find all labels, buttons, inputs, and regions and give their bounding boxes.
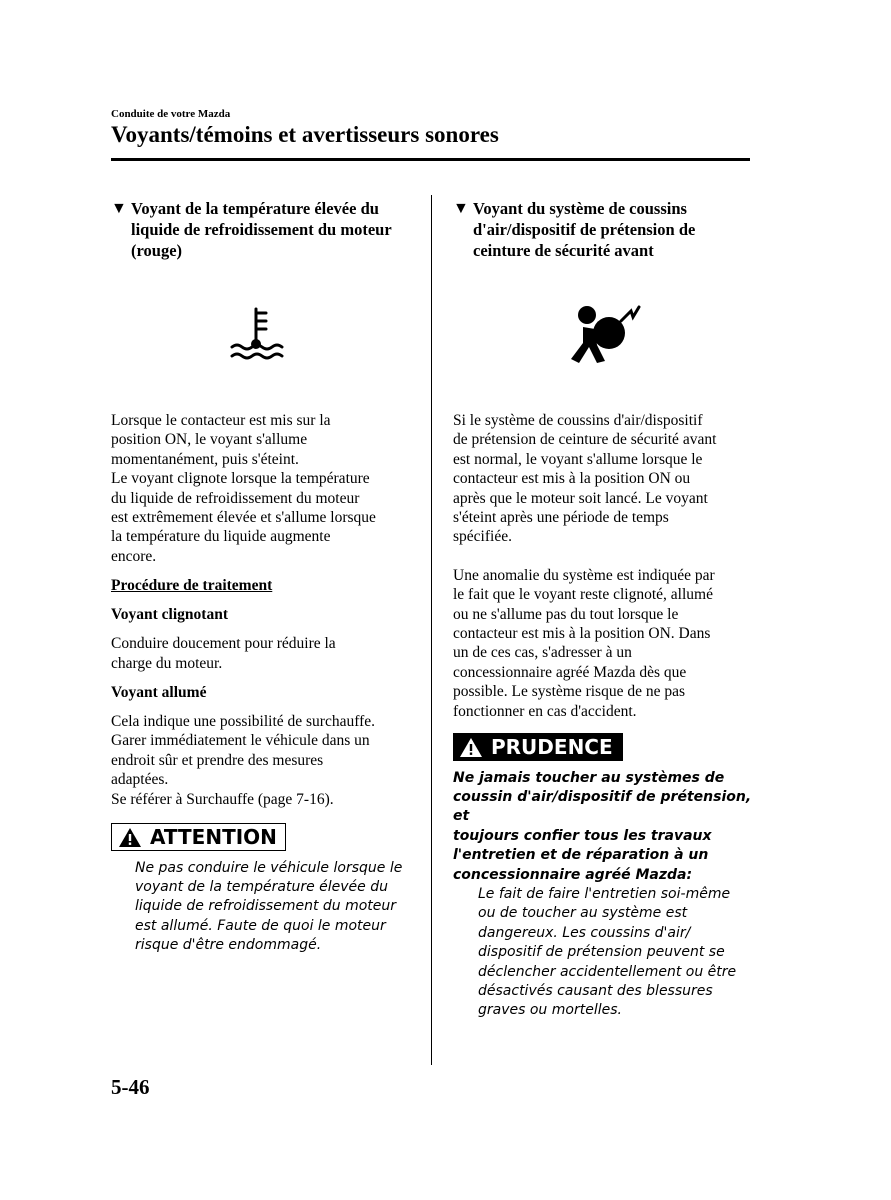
text-line: Si le système de coussins d'air/dispositif	[453, 412, 703, 429]
prudence-label: PRUDENCE	[491, 735, 613, 760]
flashing-subheading: Voyant clignotant	[111, 606, 228, 624]
triangle-bullet-icon: ▼	[453, 200, 469, 217]
text-line: endroit sûr et prendre des mesures	[111, 751, 324, 769]
text-line: ou de toucher au système est	[478, 905, 688, 922]
text-line: position ON, le voyant s'allume	[111, 431, 308, 449]
text-line: toujours confier tous les travaux	[453, 827, 712, 844]
airbag-malfunction-text	[453, 566, 753, 721]
section-label: Conduite de votre Mazda	[111, 108, 231, 120]
text-line: concessionnaire agréé Mazda dès que	[453, 663, 687, 681]
text-line: Le voyant clignote lorsque la température	[111, 470, 370, 488]
attention-label-box	[111, 823, 286, 851]
text-line: Garer immédiatement le véhicule dans un	[111, 732, 370, 750]
text-line: dangereux. Les coussins d'air/	[478, 924, 691, 941]
coolant-heading	[111, 198, 411, 261]
text-line: coussin d'air/dispositif de prétension, et	[453, 789, 752, 825]
attention-label: ATTENTION	[150, 825, 277, 850]
prudence-label-box	[453, 733, 623, 761]
warning-triangle-icon	[459, 737, 483, 758]
airbag-icon-area	[453, 261, 753, 411]
title-rule	[111, 158, 750, 161]
text-line: un de ces cas, s'adresser à un	[453, 644, 632, 662]
text-line: possible. Le système risque de ne pas	[453, 683, 686, 701]
coolant-description	[111, 411, 411, 566]
text-line: Le fait de faire l'entretien soi-même	[478, 886, 731, 903]
flashing-text	[111, 634, 411, 673]
page-number: 5-46	[111, 1075, 150, 1099]
text-line: le fait que le voyant reste clignoté, allumé	[453, 586, 713, 604]
page-title: Voyants/témoins et avertisseurs sonores	[111, 122, 499, 147]
text-line: contacteur est mis à la position ON ou	[453, 470, 691, 488]
text-line: est normal, le voyant s'allume lorsque le	[453, 450, 703, 468]
text-line: après que le moteur soit lancé. Le voyant	[453, 489, 708, 507]
coolant-icon-area	[111, 261, 411, 411]
text-line: Ne pas conduire le véhicule lorsque le	[135, 859, 403, 876]
text-line: dispositif de prétension peuvent se	[478, 944, 725, 961]
column-divider	[431, 195, 432, 1065]
text-line: Ne jamais toucher au systèmes de	[453, 769, 725, 786]
text-line: la température du liquide augmente	[111, 528, 331, 546]
text-line: momentanément, puis s'éteint.	[111, 450, 299, 468]
text-line: Cela indique une possibilité de surchauffe.	[111, 713, 376, 731]
airbag-warning-icon	[565, 299, 645, 369]
text-line: spécifiée.	[453, 528, 512, 546]
text-line: contacteur est mis à la position ON. Dans	[453, 625, 711, 643]
left-column	[111, 198, 411, 956]
text-line: est allumé. Faute de quoi le moteur	[135, 917, 386, 934]
text-line: Une anomalie du système est indiquée par	[453, 566, 715, 584]
text-line: fonctionner en cas d'accident.	[453, 702, 637, 720]
text-line: de prétension de ceinture de sécurité avant	[453, 431, 717, 449]
text-line: l'entretien et de réparation à un	[453, 847, 709, 864]
warning-triangle-icon	[118, 827, 142, 848]
text-line: encore.	[111, 547, 157, 565]
text-line: Se référer à Surchauffe (page 7-16).	[111, 790, 334, 808]
prudence-bold-text	[453, 769, 753, 885]
procedure-heading: Procédure de traitement	[111, 577, 273, 595]
airbag-description	[453, 411, 753, 547]
text-line: risque d'être endommagé.	[135, 937, 322, 954]
prudence-text	[453, 885, 753, 1021]
lit-subheading: Voyant allumé	[111, 684, 207, 702]
text-line: s'éteint après une période de temps	[453, 509, 669, 527]
coolant-heading-text: Voyant de la température élevée du liquide de refroidissement du moteur (rouge)	[131, 199, 392, 260]
text-line: du liquide de refroidissement du moteur	[111, 489, 360, 507]
airbag-heading	[453, 198, 753, 261]
lit-text	[111, 712, 411, 809]
coolant-temperature-icon	[226, 303, 286, 363]
text-line: liquide de refroidissement du moteur	[135, 898, 397, 915]
text-line: graves ou mortelles.	[478, 1002, 622, 1019]
text-line: voyant de la température élevée du	[135, 879, 388, 895]
attention-text	[111, 859, 411, 956]
airbag-heading-text: Voyant du système de coussins d'air/dispositif de prétension de ceinture de sécurité avant	[473, 199, 696, 260]
text-line: concessionnaire agréé Mazda:	[453, 866, 693, 883]
triangle-bullet-icon: ▼	[111, 200, 127, 217]
text-line: désactivés causant des blessures	[478, 983, 713, 1000]
text-line: charge du moteur.	[111, 654, 223, 672]
text-line: ou ne s'allume pas du tout lorsque le	[453, 605, 679, 623]
text-line: adaptées.	[111, 771, 169, 789]
text-line: Conduire doucement pour réduire la	[111, 635, 336, 653]
text-line: Lorsque le contacteur est mis sur la	[111, 412, 331, 429]
text-line: est extrêmement élevée et s'allume lorsque	[111, 509, 376, 527]
right-column	[453, 198, 753, 1021]
text-line: déclencher accidentellement ou être	[478, 963, 737, 980]
